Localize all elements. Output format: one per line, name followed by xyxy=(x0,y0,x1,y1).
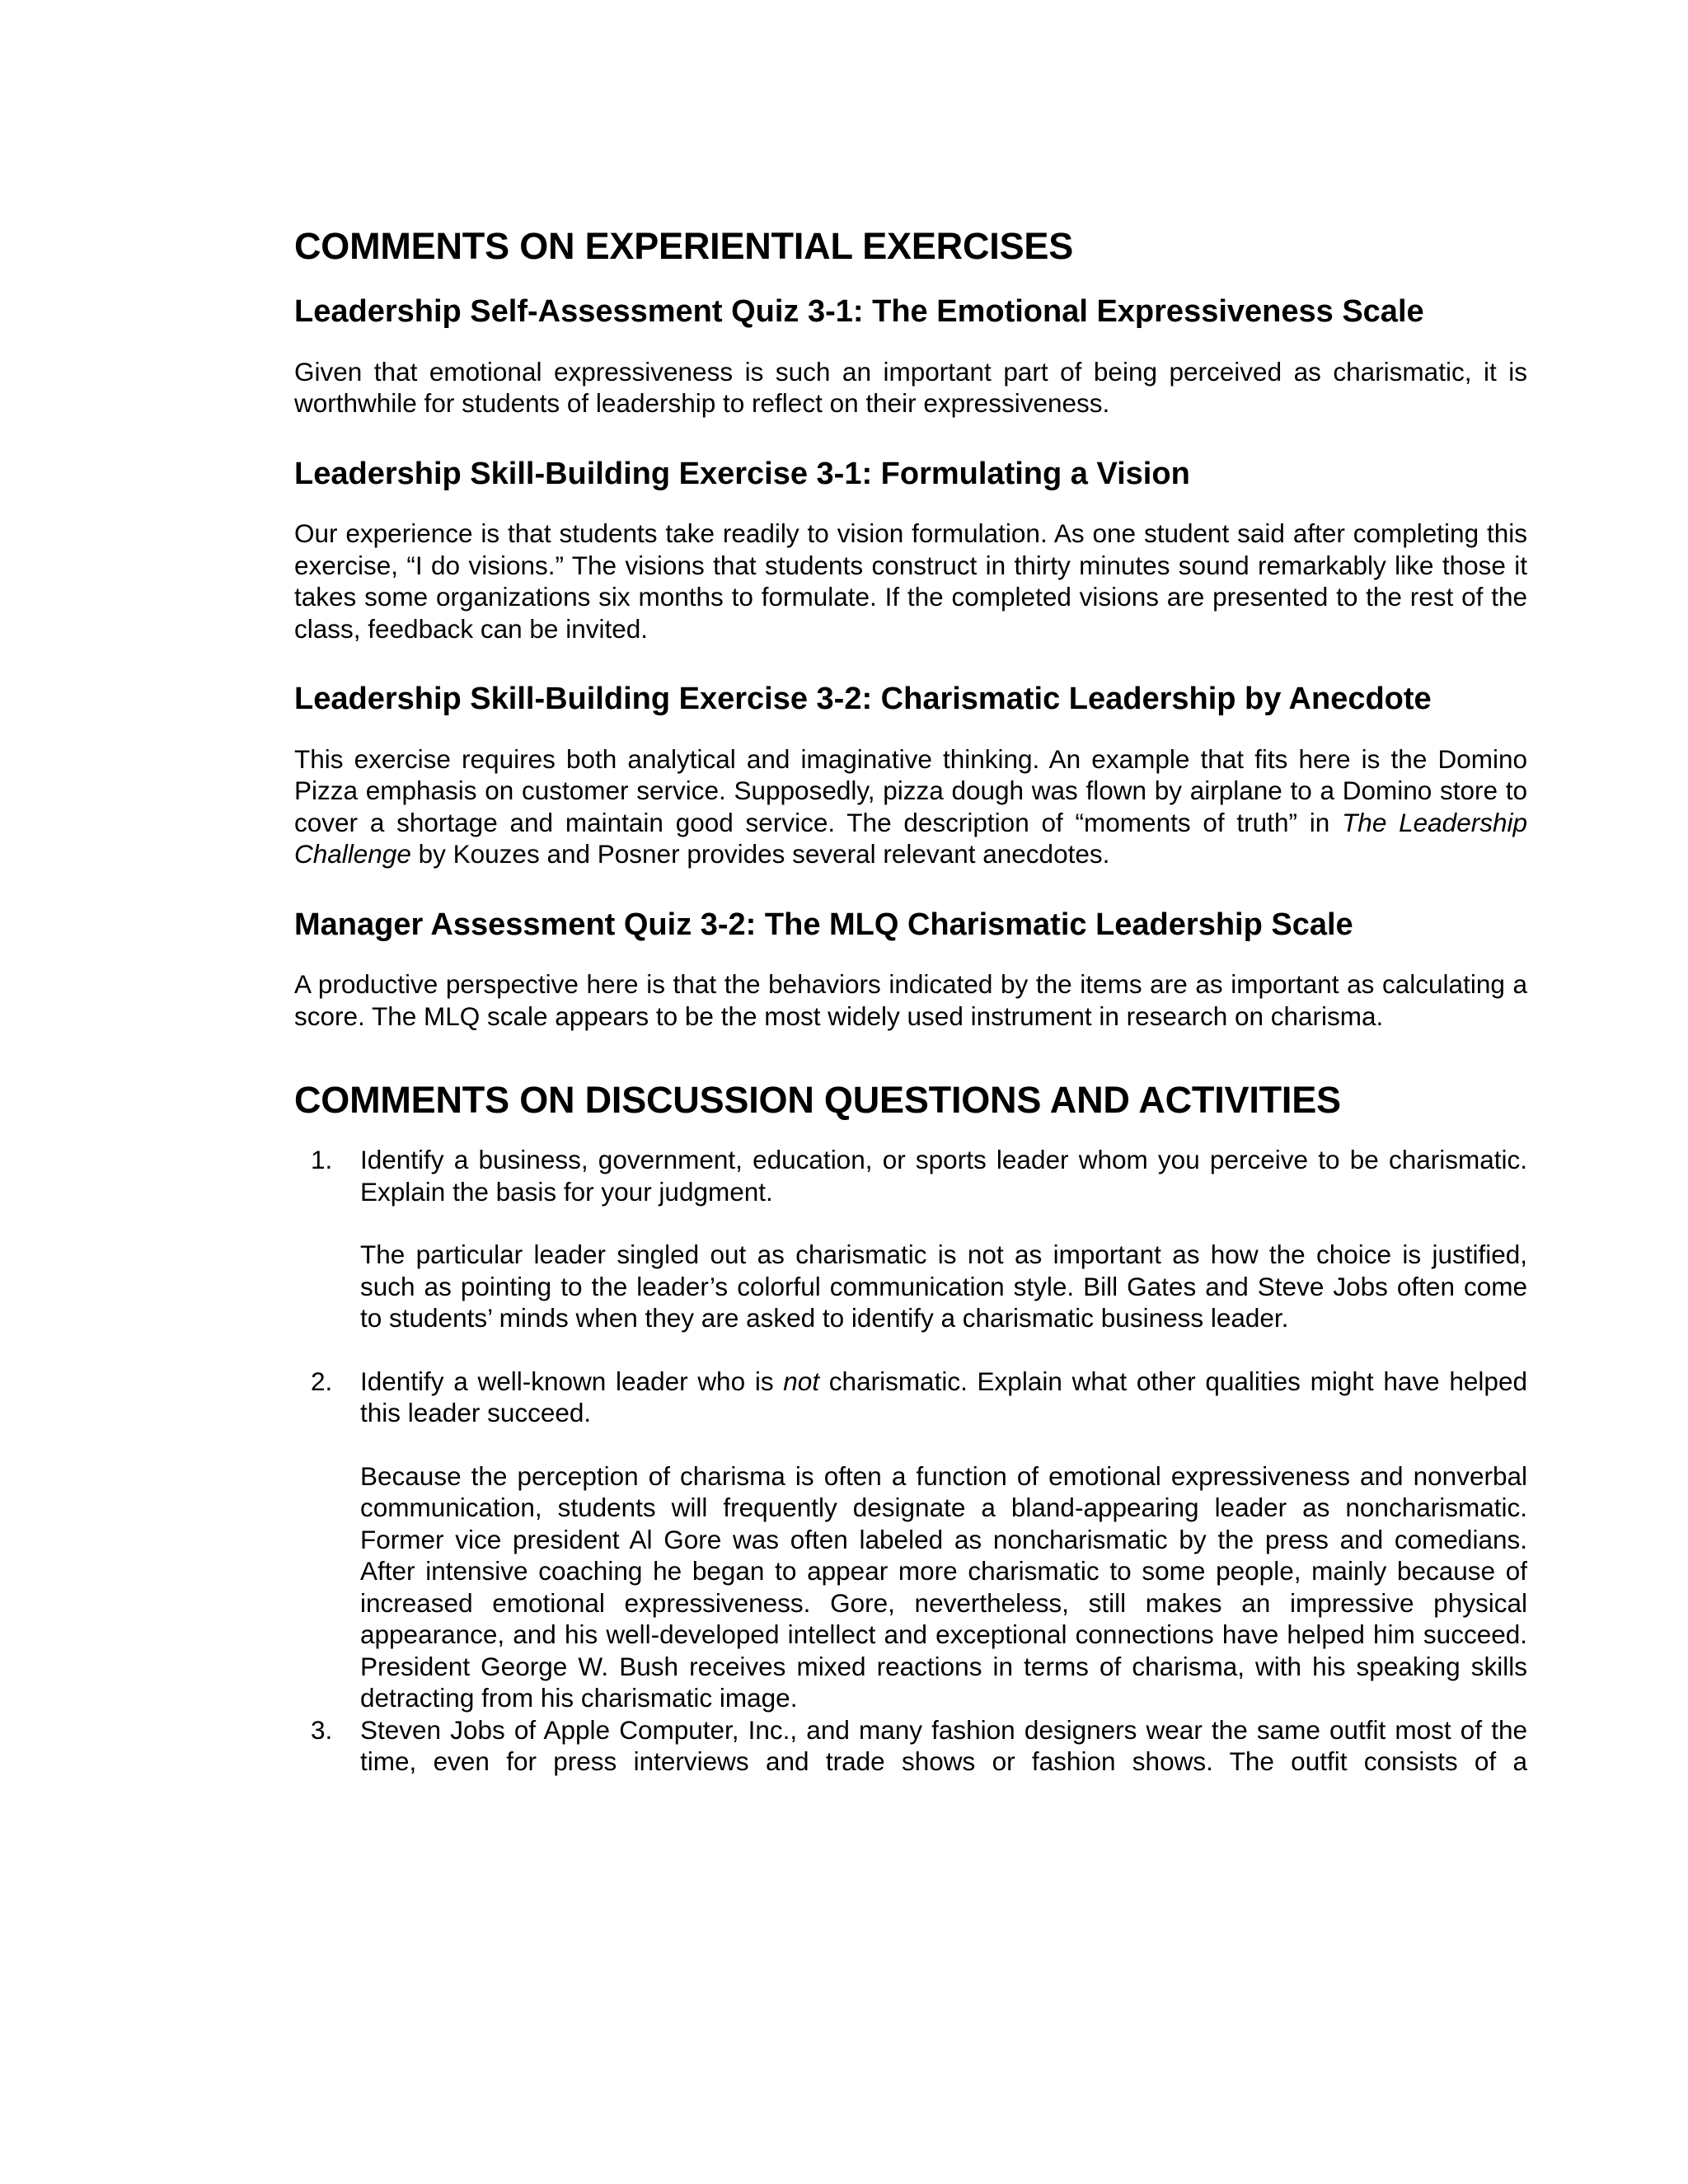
section-title: Leadership Skill-Building Exercise 3-2: Charismatic Leadership by Anecdote xyxy=(294,682,1432,717)
emphasis-not: not xyxy=(783,1366,820,1396)
section-title: Manager Assessment Quiz 3-2: The MLQ Charismatic Leadership Scale xyxy=(294,907,1353,942)
section-body: Given that emotional expressiveness is such an important part of being perceived as charismatic, it is worthwhile for students of leadership to reflect on their expressiveness. xyxy=(294,356,1527,419)
section-skill-building-3-2 xyxy=(294,681,1527,870)
document-page xyxy=(294,224,1527,1778)
section-self-assessment-quiz-3-1 xyxy=(294,293,1527,419)
section-title: Leadership Skill-Building Exercise 3-1: Formulating a Vision xyxy=(294,456,1190,491)
question-text: Identify a business, government, education, or sports leader whom you perceive to be charismatic. Explain the basis for your judgment. xyxy=(360,1145,1527,1207)
question-number: 1. xyxy=(311,1145,333,1175)
list-item xyxy=(294,1714,1527,1778)
heading-discussion-questions: COMMENTS ON DISCUSSION QUESTIONS AND ACTIVITIES xyxy=(294,1079,1341,1122)
body-text-end: by Kouzes and Posner provides several relevant anecdotes. xyxy=(410,839,1110,869)
body-text-start: This exercise requires both analytical and imaginative thinking. An example that fits here is the Domino Pizza emphasis on customer service. Supposedly, pizza dough was flown by airplane to a Domino store to cover a shortage and maintain good service. The description of “moments of truth” in xyxy=(294,743,1527,837)
section-body: Our experience is that students take readily to vision formulation. As one student said after completing this exercise, “I do visions.” The visions that students construct in thirty minutes sound remarkably like those it takes some organizations six months to formulate. If the completed visions are presented to the rest of the class, feedback can be invited. xyxy=(294,518,1527,644)
answer-text: The particular leader singled out as charismatic is not as important as how the choice is justified, such as pointing to the leader’s colorful communication style. Bill Gates and Steve Jobs often come to students’ minds when they are asked to identify a charismatic business leader. xyxy=(360,1240,1527,1333)
section-body xyxy=(294,743,1527,870)
book-title: The Leadership Challenge xyxy=(294,807,1528,869)
section-body: A productive perspective here is that the behaviors indicated by the items are as important as calculating a score. The MLQ scale appears to be the most widely used instrument in research on charisma. xyxy=(294,969,1527,1031)
answer-text: Because the perception of charisma is often a function of emotional expressiveness and nonverbal communication, students will frequently designate a bland-appearing leader as noncharismatic. Former vice president Al Gore was often labeled as noncharismatic by the press and comedians. After intensive coaching he began to appear more charismatic to some people, mainly because of increased emotional expressiveness. Gore, nevertheless, still makes an impressive physical appearance, and his well-developed intellect and exceptional connections have helped him succeed. President George W. Bush receives mixed reactions in terms of charisma, with his speaking skills detracting from his charismatic image. xyxy=(360,1460,1527,1713)
list-item xyxy=(294,1144,1527,1334)
section-skill-building-3-1 xyxy=(294,456,1527,645)
question-number: 2. xyxy=(311,1366,333,1396)
question-number: 3. xyxy=(311,1714,333,1745)
question-text-start: Identify a well-known leader who is xyxy=(360,1366,784,1396)
discussion-question-list xyxy=(294,1144,1527,1778)
list-item xyxy=(294,1366,1527,1714)
question-text-end: charismatic. Explain what other qualities might have helped this leader succeed. xyxy=(360,1366,1527,1428)
heading-experiential-exercises: COMMENTS ON EXPERIENTIAL EXERCISES xyxy=(294,225,1074,267)
section-manager-assessment-3-2 xyxy=(294,907,1527,1033)
question-text: Steven Jobs of Apple Computer, Inc., and many fashion designers wear the same outfit most of the time, even for press interviews and trade shows or fashion shows. The outfit consists of a xyxy=(360,1714,1527,1777)
question-text xyxy=(360,1366,1527,1429)
section-title: Leadership Self-Assessment Quiz 3-1: The Emotional Expressiveness Scale xyxy=(294,294,1424,329)
